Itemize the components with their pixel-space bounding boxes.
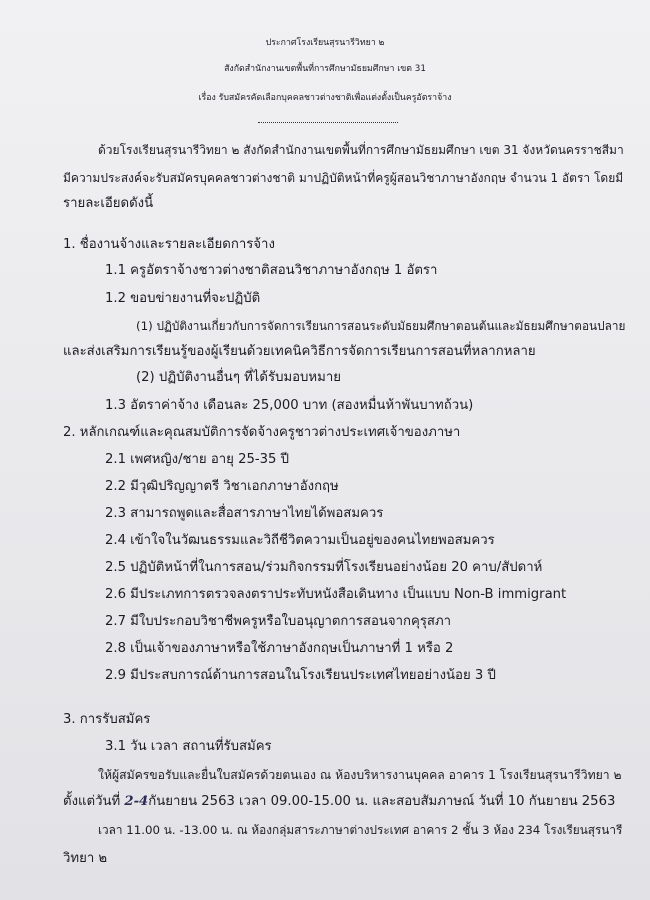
- application-paragraph-line-4: วิทยา ๒: [63, 851, 108, 866]
- item-2-6: 2.6 มีประเภทการตรวจลงตราประทับหนังสือเดินทาง เป็นแบบ Non-B immigrant: [105, 587, 567, 602]
- section-3-title: 3. การรับสมัคร: [63, 712, 151, 727]
- announcement-title: ประกาศโรงเรียนสุรนารีวิทยา ๒: [265, 38, 385, 48]
- item-3-1: 3.1 วัน เวลา สถานที่รับสมัคร: [105, 739, 272, 754]
- dotted-separator: [258, 122, 398, 123]
- item-1-3: 1.3 อัตราค่าจ้าง เดือนละ 25,000 บาท (สองหมื่นห้าพันบาทถ้วน): [105, 398, 474, 413]
- intro-line-2: มีความประสงค์จะรับสมัครบุคคลชาวต่างชาติ มาปฏิบัติหน้าที่ครูผู้สอนวิชาภาษาอังกฤษ จำนวน 1 อัตรา โดยมี: [63, 171, 624, 185]
- item-1-1: 1.1 ครูอัตราจ้างชาวต่างชาติสอนวิชาภาษาอังกฤษ 1 อัตรา: [105, 263, 438, 278]
- item-2-2: 2.2 มีวุฒิปริญญาตรี วิชาเอกภาษาอังกฤษ: [105, 479, 339, 494]
- application-paragraph-line-2: [63, 793, 615, 811]
- handwritten-dates: 2-4: [124, 794, 149, 809]
- item-2-8: 2.8 เป็นเจ้าของภาษาหรือใช้ภาษาอังกฤษเป็นภาษาที่ 1 หรือ 2: [105, 641, 454, 656]
- item-2-1: 2.1 เพศหญิง/ชาย อายุ 25-35 ปี: [105, 452, 289, 467]
- section-2-title: 2. หลักเกณฑ์และคุณสมบัติการจัดจ้างครูชาวต่างประเทศเจ้าของภาษา: [63, 425, 461, 440]
- intro-line-1: ด้วยโรงเรียนสุรนารีวิทยา ๒ สังกัดสำนักงานเขตพื้นที่การศึกษามัธยมศึกษา เขต 31 จังหวัดนครราชสีมา: [98, 143, 624, 157]
- item-1-2-sub-2: (2) ปฏิบัติงานอื่นๆ ที่ได้รับมอบหมาย: [136, 370, 341, 385]
- item-1-2-sub-1: (1) ปฏิบัติงานเกี่ยวกับการจัดการเรียนการสอนระดับมัธยมศึกษาตอนต้นและมัธยมศึกษาตอนปลาย: [136, 319, 626, 333]
- date-suffix: กันยายน 2563 เวลา 09.00-15.00 น. และสอบสัมภาษณ์ วันที่ 10 กันยายน 2563: [148, 794, 616, 809]
- date-prefix: ตั้งแต่วันที่: [63, 794, 121, 809]
- item-2-7: 2.7 มีใบประกอบวิชาชีพครูหรือใบอนุญาตการสอนจากคุรุสภา: [105, 614, 452, 629]
- announcement-subject: เรื่อง รับสมัครคัดเลือกบุคคลชาวต่างชาติเพื่อแต่งตั้งเป็นครูอัตราจ้าง: [198, 93, 452, 103]
- item-2-5: 2.5 ปฏิบัติหน้าที่ในการสอน/ร่วมกิจกรรมที่โรงเรียนอย่างน้อย 20 คาบ/สัปดาห์: [105, 560, 543, 575]
- application-paragraph-line-1: ให้ผู้สมัครขอรับและยื่นใบสมัครด้วยตนเอง ณ ห้องบริหารงานบุคคล อาคาร 1 โรงเรียนสุรนารีวิทยา ๒: [98, 768, 622, 782]
- item-1-2: 1.2 ขอบข่ายงานที่จะปฏิบัติ: [105, 291, 261, 306]
- item-2-4: 2.4 เข้าใจในวัฒนธรรมและวิถีชีวิตความเป็นอยู่ของคนไทยพอสมควร: [105, 533, 495, 548]
- item-2-9: 2.9 มีประสบการณ์ด้านการสอนในโรงเรียนประเทศไทยอย่างน้อย 3 ปี: [105, 668, 496, 683]
- application-paragraph-line-3: เวลา 11.00 น. -13.00 น. ณ ห้องกลุ่มสาระภาษาต่างประเทศ อาคาร 2 ชั้น 3 ห้อง 234 โรงเรียนสุรนารี: [98, 823, 623, 837]
- section-1-title: 1. ชื่องานจ้างและรายละเอียดการจ้าง: [63, 237, 275, 252]
- announcement-affiliation: สังกัดสำนักงานเขตพื้นที่การศึกษามัธยมศึกษา เขต 31: [224, 64, 426, 74]
- item-1-2-sub-1-cont: และส่งเสริมการเรียนรู้ของผู้เรียนด้วยเทคนิควิธีการจัดการเรียนการสอนที่หลากหลาย: [63, 344, 536, 359]
- item-2-3: 2.3 สามารถพูดและสื่อสารภาษาไทยได้พอสมควร: [105, 506, 384, 521]
- intro-line-3: รายละเอียดดังนี้: [63, 196, 154, 211]
